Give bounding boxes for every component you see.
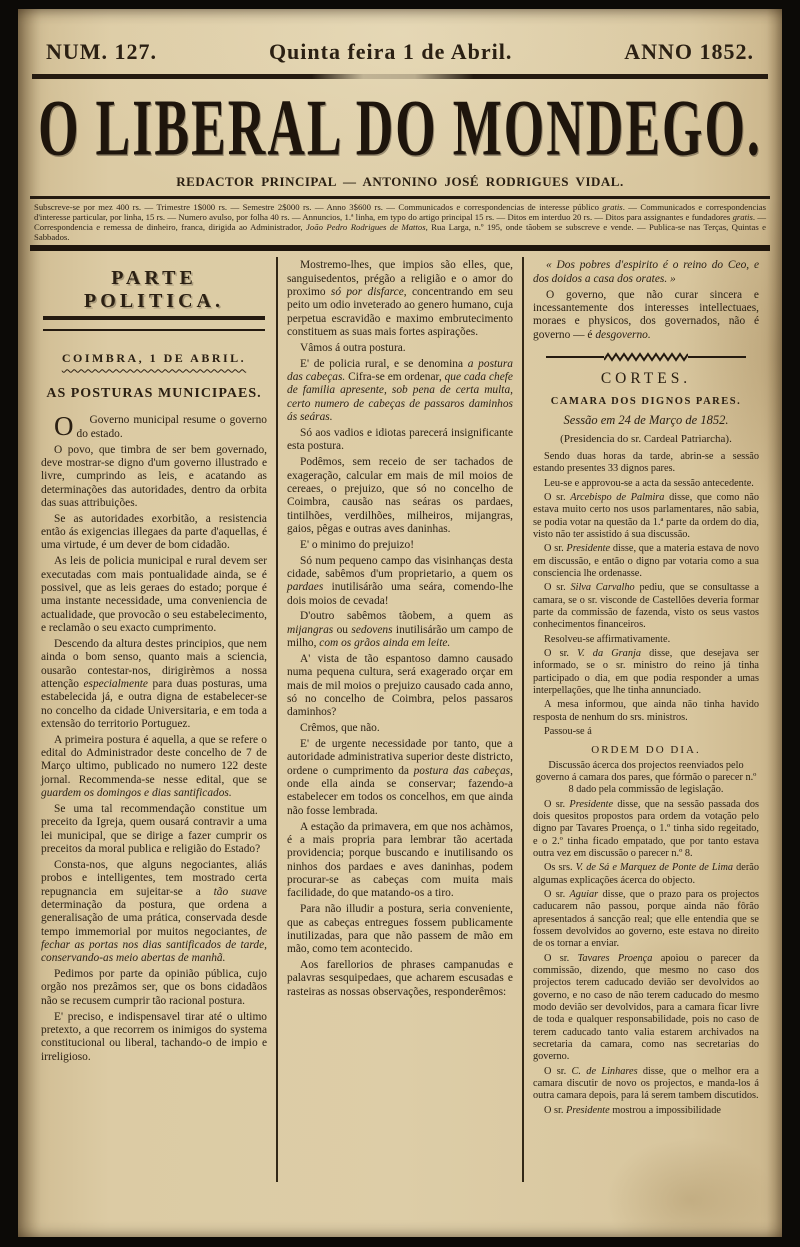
page-header: [46, 39, 754, 65]
presidency-note: (Presidencia do sr. Cardeal Patriarcha).: [560, 432, 732, 445]
column-1: [32, 257, 276, 1182]
divider-ornament: [546, 352, 746, 362]
article-paragraph: Descendo da altura destes principios, que nem ainda o bom senso, quanto mais a sciencia, ousarão contestar-nos, dirigirèmos a nossa attenção especialmente para duas posturas, uma estabelecida já, e outra digna de estabelecer-se no concelho da cidade Universitaria, e em toda a extensão do territorio Portuguez.: [41, 637, 267, 730]
newspaper-page: [18, 9, 782, 1237]
issue-number: NUM. 127.: [46, 39, 158, 64]
quote-paragraph: « Dos pobres d'espirito é o reino do Ceo, e dos doidos a casa dos orates. »: [533, 259, 759, 285]
article-headline: AS POSTURAS MUNICIPAES.: [46, 386, 262, 402]
article-paragraph: Discussão ácerca dos projectos reenviados pelo governo á camara dos pares, que fórmão o parecer n.º 8 dado pela commissão de legislação.: [535, 759, 757, 796]
edition-date: Quinta feira 1 de Abril.: [268, 39, 513, 64]
header-rule: [32, 74, 768, 79]
ornament-title: PARTE POLITICA.: [84, 267, 224, 313]
article-paragraph: Vâmos á outra postura.: [300, 341, 406, 354]
article-paragraph: E' de urgente necessidade por tanto, que a autoridade administrativa superior deste districto, ordene o cumprimento da postura das cabeças, onde ella ainda se conservar; fazendo-a estabelecer em todos os concelhos, em que ainda não fosse lembrada.: [287, 738, 513, 817]
article-paragraph: Consta-nos, que alguns negociantes, aliás probos e intelligentes, tem mostrado certa repugnancia em sujeitar-se a tão suave determinação da postura, que ordena a generalisação de uma prática, conservada desde tempo immemorial por muitos negociantes, de fechar as portas nos dias santificados de tarde, conservando-as meio abertas de manhã.: [41, 858, 267, 965]
article-paragraph: E' preciso, e indispensavel tirar até o ultimo pretexto, a que recorrem os inimigos do systema constitucional ou liberal, tachando-o de impio e irreligioso.: [41, 1010, 267, 1063]
article-paragraph: Pedimos por parte da opinião pública, cujo orgão nos prezâmos ser, que os bons cidadãos não se recusem cumprir tão racional postura.: [41, 968, 267, 1007]
column-3: [522, 257, 768, 1182]
ordem-do-dia-title: ORDEM DO DIA.: [591, 743, 701, 756]
article-columns: [32, 257, 768, 1182]
article-paragraph: Só num pequeno campo das visinhanças desta cidade, sabêmos d'um proprietario, a quem os pardaes inutilisárão uma seára, comendo-lhe dois moios de cevada!: [287, 554, 513, 607]
subscription-notice: Subscreve-se por mez 400 rs. — Trimestre 1$000 rs. — Semestre 2$000 rs. — Anno 3$600 rs. — Communicados e correspondencias de interesse público gratis. — Communicados e correspondencias d'interesse particular, por linha, 15 rs. — Numero avulso, por folha 40 rs. — Annuncios, 1.ª linha, em typo do artigo principal 15 rs. — Ditos em interduo 20 rs. — Ditos para assignantes e fundadores gratis. — Correspondencia e remessa de dinheiro, franca, dirigida ao Administrador, João Pedro Rodrigues de Mattos, Rua Larga, n.º 195, onde tãobem se subscreve e vende. — Publica-se nas Terças, Quintas e Sabbados.: [34, 202, 767, 243]
article-paragraph: Mostremo-lhes, que impios são elles, que, sanguisedentos, prégão a religião e o amor do proximo só por disfarce, concentrando em seu peito um odio inveterado ao genero humano, cuja perpetua escravidão e maximo embrutecimento constituem as suas mais fortes aspirações.: [287, 259, 514, 339]
article-paragraph: O sr. Silva Carvalho pediu, que se consultasse a camara, se o sr. visconde de Castellões deveria formar parte da commissão de fazenda, visto os seus vastos conhecimentos financeiros.: [533, 582, 759, 631]
article-paragraph: A mesa informou, que ainda não tinha havido resposta de nenhum do srs. ministros.: [533, 699, 759, 723]
article-paragraph: O povo, que timbra de ser bem governado, deve mostrar-se digno d'um governo illustrado e livre, cumprindo as leis, e acatando as determinações das autoridades, dentro da orbita das suas attribuições.: [41, 443, 267, 509]
ornament-header: [41, 267, 267, 331]
masthead-title: O LIBERAL DO MONDEGO.: [38, 84, 762, 173]
article-paragraph: O sr. C. de Linhares disse, que o melhor era a camara discutir de novo os projectos, e manda-los á outra camara depois, para lá serem tambem discutidos.: [533, 1065, 760, 1102]
article-paragraph: D'outro sabêmos tãobem, a quem as mijangras ou sedovens inutilisárão um campo de milho, com os grãos ainda em leite.: [287, 610, 513, 650]
article-paragraph: O sr. Presidente mostrou a impossibilidade: [544, 1104, 721, 1116]
masthead: [18, 83, 782, 173]
article-paragraph: O sr. Presidente disse, que na sessão passada dos dois quesitos propostos para ordem da votação pelo digno par Tavares Proença, o 1.º tinha sido regeitado, e o 2.º tinha ficado empatado, que por tanto estava outra vez em discussão o parecer n.º 8.: [533, 798, 759, 859]
article-paragraph: Crêmos, que não.: [300, 722, 380, 735]
article-paragraph: O Governo municipal resume o governo do estado.: [41, 414, 267, 441]
article-paragraph: Sendo duas horas da tarde, abrin-se a sessão estando presentes 33 dignos pares.: [533, 450, 759, 475]
article-paragraph: O sr. V. da Granja disse, que desejava ser informado, se o sr. ministro do reino já tinha participado o dia, em que podia responder a umas interpellações, que lhe tinha annunciado.: [533, 648, 759, 697]
article-paragraph: Resolveu-se affirmativamente.: [544, 633, 671, 645]
article-paragraph: Os srs. V. de Sá e Marquez de Ponte de Lima derão algumas explicações ácerca do objecto.: [533, 862, 759, 886]
subscription-rule-bottom: [30, 245, 770, 251]
section-title: CORTES.: [600, 369, 692, 387]
article-paragraph: A' vista de tão espantoso damno causado numa pequena cultura, será exagerado orçar em mais de mil moios o prejuizo causado cada anno, só no concelho de Coimbra, pelos passaros daminhos?: [287, 653, 513, 719]
article-paragraph: Para não illudir a postura, seria conveniente, que as cabeças entregues fossem publicamente inutilizadas, para que não passem de mão em mão, como tem acontecido.: [287, 903, 513, 956]
divider-line: [546, 356, 604, 359]
article-paragraph: A primeira postura é aquella, a que se refere o edital do Administrador deste concelho de 7 de Março ultimo, publicado no numero 122 deste jornal. Recommenda-se nesse edital, que se guardem os domingos e dias santificados.: [41, 733, 267, 800]
article-paragraph: O sr. Arcebispo de Palmira disse, que como não estava muito certo nos usos parlamentares, não sabia, se podia votar na questão da 1.ª parte da ordem do dia, visto não ter assistido á sua discussão.: [533, 491, 759, 540]
article-paragraph: E' o minimo do prejuizo!: [300, 538, 415, 551]
subsection-title: CAMARA DOS DIGNOS PARES.: [550, 395, 742, 407]
dropcap-letter: O: [54, 411, 74, 442]
article-dateline: COIMBRA, 1 DE ABRIL.: [61, 351, 247, 366]
article-paragraph: Só aos vadios e idiotas parecerá insignificante esta postura.: [287, 427, 513, 453]
article-paragraph: O governo, que não curar sincera e incessantemente dos interesses intellectuaes, moraes e physicos, dos governados, não é governo — é desgoverno.: [533, 288, 759, 341]
article-paragraph: Se as autoridades exorbitão, a resistencia então ás exigencias illegaes da parte d'aquellas, é uma virtude, é um dever de bom cidadão.: [41, 512, 267, 552]
ornament-rule: [43, 316, 265, 331]
year-label: ANNO 1852.: [624, 39, 754, 64]
redactor-line: REDACTOR PRINCIPAL — ANTONINO JOSÉ RODRIGUES VIDAL.: [176, 174, 624, 189]
subscription-rule-top: [30, 196, 770, 199]
session-dateline: Sessão em 24 de Março de 1852.: [563, 412, 729, 427]
zigzag-icon: [604, 352, 688, 362]
article-paragraph: O sr. Tavares Proença apoiou o parecer da commissão, dizendo, que mesmo no caso dos projectos terem caducado devião ser devolvidos ao governo, e no caso de não terem caducado do mesmo modo devião ser devolvidos, para a camara ficar livre de toda e qualquer responsabilidade, pois no caso de terem caducado tanto valia estarem archivados na secretaria da camara, como nas secretarias do governo.: [533, 952, 759, 1063]
article-paragraph: Se uma tal recommendação constitue um preceito da Igreja, quem ousará contravir a uma lei municipal, que se dirige a fazer cumprir os preceitos da moral publica e religião do Estado?: [41, 803, 267, 856]
article-paragraph: E' de policia rural, e se denomina a postura das cabeças. Cifra-se em ordenar, que cada chefe de familia apresente, sob pena de certa multa, certo numero de cabeças de passaros daminhos ás seáras.: [287, 357, 513, 424]
article-paragraph: As leis de policia municipal e rural devem ser executadas com mais pontualidade ainda, se é possivel, que as leis geraes do estado; porque é uma instante necessidade, uma conveniencia de actualidade, que provocão o seu estabelecimento, e reclamão o seu exacto cumprimento.: [41, 555, 267, 635]
article-paragraph: Leu-se e approvou-se a acta da sessão antecedente.: [544, 477, 754, 489]
article-paragraph: Podêmos, sem receio de ser tachados de exageração, calcular em mais de mil moios de cereaes, o prejuizo, que só no concelho de Coimbra, causão nas seáras os pardaes, tintilhões, verdilhões, milheiros, mijangras, gaios, pêgas e outras aves daninhas.: [287, 456, 513, 535]
article-paragraph: A estação da primavera, em que nos achàmos, é a mais propria para lembrar tão acertada providencia; porque buscando e inutilisando os ninhos dos pardaes e aves daninhas, podem procurar-se as cabeças com muita mais facilidade, do que matando-os a tiro.: [287, 820, 513, 900]
article-paragraph: O sr. Aguiar disse, que o prazo para os projectos caducarem não passou, porque ainda não fôrão apresentados á sancção real; que elle entendia que se fossem devolvidos ao governo, este estava no direito de os tornar a enviar.: [533, 888, 760, 950]
article-paragraph: Passou-se á: [544, 726, 592, 738]
article-paragraph: O sr. Presidente disse, que a materia estava de novo em discussão, e então o digno par votaria como a sua consciencia lhe ordenasse.: [533, 543, 759, 580]
column-2: [276, 257, 522, 1182]
divider-line: [688, 356, 746, 359]
article-paragraph: Aos farellorios de phrases campanudas e palavras sesquipedaes, que acharem escusadas e rasteiras as nossas observações, responderêmos:: [287, 959, 513, 998]
